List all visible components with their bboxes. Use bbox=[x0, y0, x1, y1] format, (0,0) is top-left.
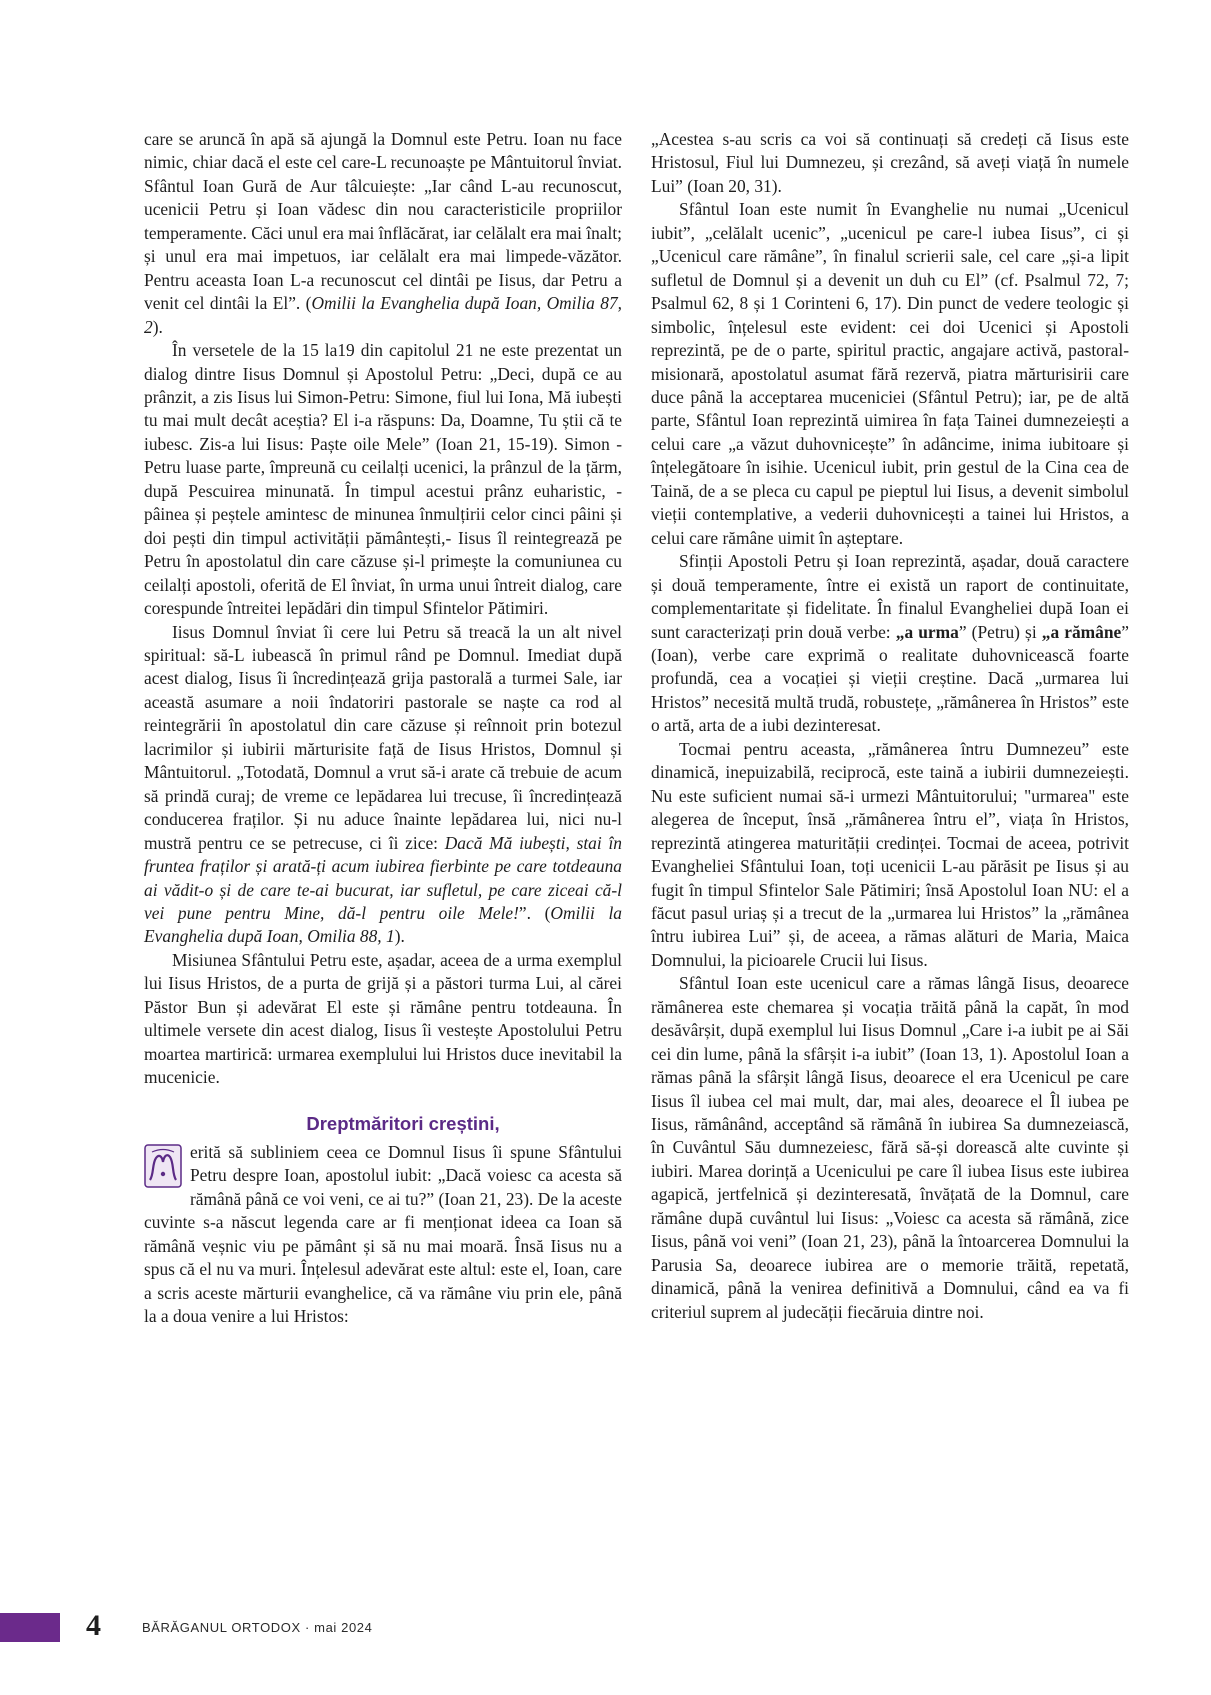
issue-date: mai 2024 bbox=[314, 1620, 373, 1635]
paragraph bbox=[144, 1141, 622, 1329]
paragraph-text: Sfinții Apostoli Petru și Ioan reprezintă, așadar, două caractere și două temperamente, între ei există un raport de continuitate, complementaritate și fidelitate. În finalul Evangheliei după Ioan ei sunt caracterizați prin două verbe: bbox=[651, 551, 1129, 642]
section-heading: Dreptmăritori creștini, bbox=[306, 1112, 500, 1134]
citation: Omilii la Evanghelia după Ioan, Omilia 88, 1 bbox=[144, 902, 622, 947]
bold-term: „a urma bbox=[895, 621, 959, 642]
paragraph-text: Iisus Domnul înviat îi cere lui Petru să treacă la un alt nivel spiritual: să-L iubească în primul rând pe Domnul. Imediat după acest dialog, Iisus îi încredințează grija pastorală a turmei Sale, iar această asumare a noii îndatoriri pastorale se naște ca rod al reintegrării în apostolatul din care căzuse și reînnoit prin botezul lacrimilor și iubirii mărturisite față de Iisus Hristos, Domnul și Mântuitorul. „Totodată, Domnul a vrut să-i arate că trebuie de acum să prindă curaj; de vreme ce lepădarea lui trecuse, îi încredințează conducerea fraților. Și nu aduce înainte lepădarea lui, nici nu-l mustră pentru ce se petrecuse, ci îi zice: bbox=[144, 621, 622, 853]
right-column bbox=[651, 128, 1129, 1324]
paragraph: Sfântul Ioan este numit în Evanghelie nu numai „Ucenicul iubit”, „celălalt ucenic”, „ucenicul pe care-l iubea Iisus”, ci și „Ucenicul care rămâne”, în finalul scrierii sale, cel care „și-a lipit sufletul de Domnul și a devenit un duh cu El” (cf. Psalmul 72, 7; Psalmul 62, 8 și 1 Corinteni 6, 17). Din punct de vedere teologic și simbolic, înțelesul este evident: cei doi Ucenici și Apostoli reprezintă, pe de o parte, spiritul practic, angajare activă, pastoral-misionară, apostolatul asumat fără rezervă, piatra mărturisirii care duce până la acceptarea muceniciei (Sfântul Petru); iar, pe de altă parte, Sfântul Ioan reprezintă uimirea în fața Tainei dumnezeiești a celui care „a văzut duhovnicește” în adâncime, inima iubitoare și înțelegătoare în isihie. Ucenicul iubit, prin gestul de la Cina cea de Taină, de a se pleca cu capul pe pieptul lui Iisus, a devenit simbolul vieții contemplative, a vederii duhovnicești a tainei lui Hristos, a celui care rămâne uimit în așteptare. bbox=[651, 199, 1129, 548]
paragraph-text: care se aruncă în apă să ajungă la Domnul este Petru. Ioan nu face nimic, chiar dacă el este cel care-L recunoaște pe Mântuitorul înviat. Sfântul Ioan Gură de Aur tâlcuiește: „Iar când L-au recunoscut, ucenicii Petru și Ioan vădesc din nou caracteristicile propriilor temperamente. Căci unul era mai înflăcărat, iar celălalt era mai înalt; și unul era mai impetuos, iar celălalt era mai limpede-văzător. Pentru aceasta Ioan L-a recunoscut cel dintâi pe Iisus, dar Petru a venit cel dintâi la El”. ( bbox=[144, 129, 622, 314]
paragraph: Tocmai pentru aceasta, „rămânerea întru Dumnezeu” este dinamică, inepuizabilă, reciprocă, este taină a iubirii dumnezeiești. Nu este suficient numai să-i urmezi Mântuitorului; "urmarea" este alegerea de început, însă „rămânerea întru el”, viața în Hristos, reprezintă atingerea maturității credinței. Tocmai de aceea, potrivit Evangheliei Sfântului Ioan, toți ucenicii L-au părăsit pe Iisus și au fugit în timpul Sfintelor Sale Pătimiri; însă Apostolul Ioan NU: el a făcut pasul uriaș și a trecut de la „urmarea lui Hristos” la „rămânea întru iubirea Lui” și, de aceea, a rămas alături de Maria, Maica Domnului, la picioarele Crucii lui Iisus. bbox=[651, 738, 1129, 970]
paragraph-text: ). bbox=[394, 926, 405, 947]
left-column bbox=[144, 128, 622, 1329]
paragraph: Misiunea Sfântului Petru este, așadar, aceea de a urma exemplul lui Iisus Hristos, de a purta de grijă și a păstori turma Lui, al cărei Păstor Bun și adevărat El este și rămâne pentru totdeauna. În ultimele versete din acest dialog, Iisus îi vestește Apostolului Petru moartea martirică: urmarea exemplului lui Hristos duce inevitabil la mucenicie. bbox=[144, 949, 622, 1088]
paragraph-text: ”. ( bbox=[518, 902, 551, 923]
ornamental-initial-icon bbox=[144, 1144, 182, 1188]
paragraph bbox=[651, 550, 1129, 738]
paragraph-text: ” (Ioan), verbe care exprimă o realitate duhovnicească foarte profundă, cea a vocației și vieții creștine. Dacă „urmarea lui Hristos” necesită multă trudă, robustețe, „rămânerea în Hristos” este o artă, arta de a iubi dezinteresat. bbox=[651, 621, 1129, 736]
paragraph-text: erită să subliniem ceea ce Domnul Iisus îi spune Sfântului Petru despre Ioan, apostolul iubit: „Dacă voiesc ca acesta să rămână până ce voi veni, ce ai tu?” (Ioan 21, 23). De la aceste cuvinte s-a născut legenda care ar fi menționat ideea ca Ioan să rămână veșnic viu pe pământ și să nu mai moară. Însă Iisus nu a spus că el nu va muri. Înțelesul adevărat este altul: este el, Ioan, care a scris aceste mărturii evanghelice, că va rămâne viu prin ele, până la a doua venire a lui Hristos: bbox=[144, 1142, 622, 1327]
paragraph: Sfântul Ioan este ucenicul care a rămas lângă Iisus, deoarece rămânerea este chemarea și vocația trăită până la capăt, în mod desăvârșit, după exemplul lui Iisus Domnul „Care i-a iubit pe ai Săi cei din lume, până la sfârșit i-a iubit” (Ioan 13, 1). Apostolul Ioan a rămas până la sfârșit lângă Iisus, deoarece el era Ucenicul pe care Iisus îl iubea cel mai mult, dar, mai ales, deoarece el Îl iubea pe Iisus, rămânând, acceptând să rămână în iubirea Sa dumnezeiască, în Cuvântul Său dumnezeiesc, fără să-și dorească alte cuvinte și iubiri. Marea dorință a Ucenicului pe care îl iubea Iisus este iubirea agapică, jertfelnică și dezinteresată, învățată de la Domnul, care rămâne după cuvântul lui Iisus: „Voiesc ca acesta să rămână, zice Iisus, până voi veni” (Ioan 21, 23), până la întoarcerea Domnului la Parusia Sa, deoarece iubirea are o memorie trăită, repetată, dinamică, până la venirea definitivă a Domnului, când ea va fi criteriul suprem al judecății fiecăruia dintre noi. bbox=[651, 973, 1129, 1322]
paragraph bbox=[144, 621, 622, 949]
dropcap-ornament bbox=[144, 1144, 182, 1188]
quote: Dacă Mă iubești, stai în fruntea fraților și arată-ți acum iubirea fierbinte pe care totdeauna ai vădit-o și de care te-ai bucurat, iar sufletul, pe care ziceai că-l vei pune pentru Mine, dă-l pentru oile Mele! bbox=[144, 832, 622, 923]
publication-name: BĂRĂGANUL ORTODOX bbox=[142, 1620, 301, 1635]
footer-accent-bar bbox=[0, 1613, 60, 1642]
footer-publication bbox=[142, 1620, 372, 1635]
paragraph-text: ” (Petru) și bbox=[958, 621, 1042, 642]
paragraph: În versetele de la 15 la19 din capitolul 21 ne este prezentat un dialog dintre Iisus Domnul și Apostolul Petru: „Deci, după ce au prânzit, a zis Iisus lui Simon-Petru: Simone, fiul lui Iona, Mă iubești tu mai mult decât aceștia? El i-a răspuns: Da, Doamne, Tu știi că te iubesc. Zis-a lui Iisus: Paște oile Mele” (Ioan 21, 15-19). Simon - Petru luase parte, împreună cu ceilalți ucenici, la prânzul de la țărm, după Pescuirea minunată. În timpul acestui prânz euharistic, - pâinea și peștele amintesc de minunea înmulțirii celor cinci pâini și doi pești din timpul activității pământești,- Iisus îl reintegrează pe Petru în apostolatul din care căzuse și-l primește la comuniunea cu ceilalți apostoli, oferită de El înviat, în urma unui întreit dialog, care corespunde întreitei lepădări din timpul Sfintelor Pătimiri. bbox=[144, 340, 622, 619]
paragraph-text: ). bbox=[152, 316, 163, 337]
paragraph: „Acestea s-au scris ca voi să continuați să credeți că Iisus este Hristosul, Fiul lui Dumnezeu, și crezând, să aveți viață în numele Lui” (Ioan 20, 31). bbox=[651, 129, 1129, 196]
citation: Omilii la Evanghelia după Ioan, Omilia 87, 2 bbox=[144, 293, 623, 337]
page-number: 4 bbox=[86, 1609, 101, 1642]
paragraph bbox=[144, 128, 622, 339]
bold-term: „a rămâne bbox=[1041, 621, 1122, 642]
separator: · bbox=[305, 1620, 310, 1635]
